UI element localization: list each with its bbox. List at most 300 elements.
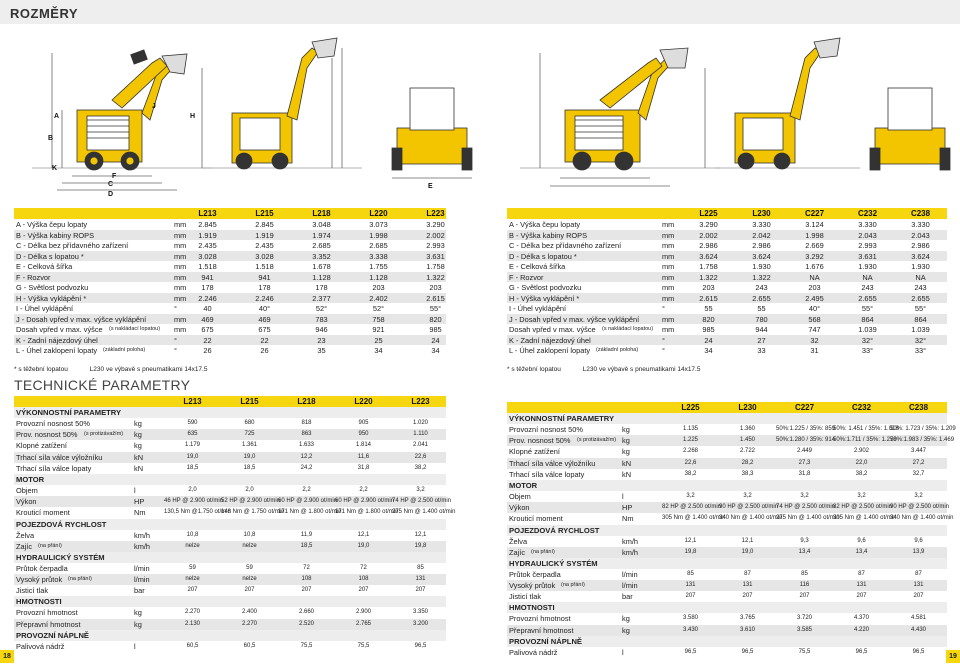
table-row — [14, 272, 446, 283]
cell-value: 9,6 — [914, 537, 923, 544]
row-label: K - Zadní nájezdový úhel — [509, 335, 591, 345]
cell-value: 1.225 — [682, 437, 698, 444]
row-unit: ° — [174, 335, 177, 345]
row-label: Zajíc — [509, 547, 526, 557]
cell-value: 4.220 — [853, 626, 869, 633]
row-label: Provozní nosnost 50% — [509, 425, 583, 434]
cell-value: 75,5 — [357, 642, 370, 649]
cell-value: 985 — [702, 325, 715, 334]
section-heading: VÝKONNOSTNÍ PARAMETRY — [14, 407, 446, 418]
cell-value: 9,6 — [857, 537, 866, 544]
cell-value: 19,0 — [186, 453, 199, 460]
cell-value: 26 — [260, 346, 269, 355]
table-row — [507, 536, 947, 547]
row-label: Krouticí moment — [509, 514, 563, 524]
cell-value: 38,2 — [684, 470, 697, 477]
section-heading: MOTOR — [507, 480, 947, 491]
cell-value: 2.268 — [682, 448, 698, 455]
row-label: Objem — [16, 485, 38, 495]
row-label: Palivová nádrž — [16, 641, 65, 651]
table-row — [507, 446, 947, 457]
row-label-note: (s nakládací lopatou) — [109, 326, 161, 332]
cell-value: 1.930 — [911, 262, 930, 271]
cell-value: 3,2 — [686, 492, 695, 499]
row-unit: kN — [134, 463, 144, 473]
cell-value: 50%: 1.723 / 35%: 1.209 — [890, 426, 956, 432]
cell-value: 40 — [203, 304, 212, 313]
loader-side-view-right — [520, 48, 720, 186]
cell-value: 3.765 — [739, 615, 755, 622]
section-heading: HYDRAULICKÝ SYSTÉM — [507, 558, 947, 569]
row-label: Provozní hmotnost — [509, 614, 571, 624]
cell-value: 55 — [757, 304, 766, 313]
table-row — [14, 219, 446, 230]
cell-value: 2.655 — [752, 293, 771, 303]
cell-value: 3.290 — [426, 220, 445, 229]
row-label: Vysoký průtok — [509, 581, 556, 591]
cell-value: 116 — [799, 582, 810, 589]
cell-value: 207 — [358, 587, 369, 594]
model-header: C232 — [851, 403, 872, 412]
cell-value: 40° — [258, 304, 271, 313]
model-header: L223 — [411, 397, 430, 406]
cell-value: 3.720 — [796, 615, 812, 622]
row-unit: km/h — [622, 536, 639, 546]
cell-value: 19,0 — [243, 453, 256, 460]
table-row — [14, 240, 446, 251]
note-tyres: L230 ve výbavě s pneumatikami 14x17.5 — [582, 366, 701, 373]
cell-value: 131 — [685, 582, 696, 589]
row-label: Klopné zatížení — [16, 441, 67, 451]
cell-value: 1.930 — [858, 262, 877, 271]
row-label: A - Výška čepu lopaty — [16, 220, 88, 229]
table-row — [507, 491, 947, 502]
cell-value: 207 — [742, 593, 753, 600]
cell-value: 23 — [317, 335, 326, 345]
cell-value: 55° — [429, 304, 442, 313]
cell-value: 2.270 — [241, 620, 257, 627]
row-label-note: (s protizávažím) — [84, 431, 124, 438]
cell-value: 941 — [201, 272, 214, 282]
model-header: L218 — [312, 209, 331, 218]
row-unit: mm — [662, 262, 675, 271]
row-unit: mm — [174, 325, 187, 334]
row-unit: l/min — [134, 575, 150, 585]
row-unit: mm — [174, 283, 187, 292]
table-row — [507, 625, 947, 636]
table-row — [14, 345, 446, 356]
row-unit: kN — [622, 469, 632, 479]
cell-value: 1.039 — [858, 325, 877, 334]
cell-value: 2.435 — [198, 241, 217, 250]
row-label: C - Délka bez přídavného zařízení — [16, 241, 129, 250]
cell-value: 2.765 — [355, 620, 371, 627]
row-unit: mm — [662, 220, 675, 229]
cell-value: 1.135 — [682, 426, 698, 432]
cell-value: 108 — [358, 576, 369, 583]
row-unit: bar — [134, 586, 145, 596]
cell-value: 3,2 — [800, 492, 809, 499]
row-label: Dosah vpřed v max. výšce — [509, 325, 596, 334]
section-heading: HYDRAULICKÝ SYSTÉM — [14, 552, 446, 563]
cell-value: 2.435 — [255, 241, 274, 250]
cell-value: 18,5 — [300, 542, 313, 549]
row-unit: l — [622, 647, 624, 657]
figure-label-d: D — [108, 191, 114, 198]
cell-value: 725 — [244, 431, 255, 438]
cell-value: 203 — [702, 283, 715, 292]
row-label: Přepravní hmotnost — [16, 619, 81, 629]
cell-value: 203 — [372, 283, 385, 292]
row-unit: mm — [662, 314, 675, 324]
cell-value: 3.624 — [699, 251, 718, 261]
cell-value: 3.430 — [682, 626, 698, 633]
cell-value: 2.685 — [369, 241, 388, 250]
model-header: L215 — [255, 209, 274, 218]
table-row — [507, 469, 947, 480]
row-unit: kg — [622, 614, 630, 624]
cell-value: 13,4 — [855, 548, 868, 555]
cell-value: 3,2 — [416, 486, 425, 493]
cell-value: nelze — [185, 542, 200, 549]
cell-value: 19,0 — [357, 542, 370, 549]
cell-value: 3.028 — [198, 251, 217, 261]
cell-value: 2.685 — [312, 241, 331, 250]
cell-value: 635 — [187, 431, 198, 438]
row-unit: kg — [622, 625, 630, 635]
row-label: C - Délka bez přídavného zařízení — [509, 241, 622, 250]
cell-value: 3.624 — [911, 251, 930, 261]
row-label: Trhací síla válce lopaty — [509, 469, 585, 479]
row-unit: bar — [622, 592, 633, 602]
section-heading: POJEZDOVÁ RYCHLOST — [507, 525, 947, 536]
cell-value: 2.660 — [298, 609, 314, 616]
cell-value: 60 HP @ 2.900 ot/min — [335, 498, 395, 505]
cell-value: 207 — [685, 593, 696, 600]
table-row — [14, 440, 446, 451]
cell-value: 243 — [755, 283, 768, 292]
cell-value: 3.447 — [910, 448, 926, 455]
cell-value: 2.900 — [355, 609, 371, 616]
table-row — [507, 569, 947, 580]
table-row — [507, 424, 956, 435]
row-label: Želva — [16, 530, 35, 540]
row-label: Prov. nosnost 50% — [509, 436, 571, 446]
cell-value: 207 — [301, 587, 312, 594]
table-row — [507, 513, 954, 524]
row-label: Provozní nosnost 50% — [16, 419, 90, 428]
table-row — [507, 580, 947, 591]
model-header: C227 — [804, 209, 825, 218]
row-unit: mm — [174, 251, 187, 261]
figure-label-k: K — [52, 165, 58, 172]
cell-value: 1.450 — [739, 437, 755, 444]
cell-value: 59 — [246, 564, 253, 571]
cell-value: 32 — [810, 335, 819, 345]
cell-value: 96,5 — [684, 648, 697, 655]
table-row — [507, 314, 947, 325]
cell-value: 921 — [372, 325, 385, 334]
section-heading: PROVOZNÍ NÁPLNĚ — [507, 636, 947, 647]
cell-value: 1.179 — [184, 442, 200, 449]
cell-value: 178 — [201, 283, 214, 292]
model-header: L215 — [240, 397, 259, 406]
cell-value: 675 — [258, 325, 271, 334]
cell-value: 33 — [757, 346, 766, 355]
cell-value: 2.130 — [184, 620, 200, 627]
row-unit: ° — [662, 346, 665, 355]
row-label: A - Výška čepu lopaty — [509, 220, 581, 229]
table-row — [507, 345, 947, 356]
cell-value: 60,5 — [243, 642, 256, 649]
row-label: Vysoký průtok — [16, 575, 63, 585]
cell-value: 207 — [187, 587, 198, 594]
row-label: Jisticí tlak — [509, 592, 542, 602]
cell-value: 10,8 — [186, 531, 199, 538]
row-label: Želva — [509, 536, 528, 546]
cell-value: NA — [809, 272, 820, 282]
model-header: C227 — [794, 403, 815, 412]
cell-value: 2.655 — [911, 293, 930, 303]
tech-table-left — [14, 396, 456, 652]
cell-value: 82 HP @ 2.500 ot/min — [833, 504, 893, 511]
cell-value: 1.322 — [752, 272, 771, 282]
cell-value: 25 — [374, 335, 383, 345]
figure-label-h: H — [190, 113, 196, 120]
loader-front-view-right — [870, 88, 950, 170]
cell-value: 131 — [415, 576, 426, 583]
cell-value: 1.814 — [355, 442, 371, 449]
cell-value: 2.986 — [911, 241, 930, 250]
cell-value: 1.518 — [198, 262, 217, 271]
dimensions-table-right — [507, 208, 947, 356]
cell-value: 13,9 — [912, 548, 925, 555]
cell-value: 3.580 — [682, 615, 698, 622]
cell-value: 19,8 — [684, 548, 697, 555]
cell-value: 1.128 — [312, 272, 331, 282]
row-unit: ° — [174, 346, 177, 355]
cell-value: 90 HP @ 2.500 ot/min — [719, 504, 779, 511]
cell-value: 178 — [315, 283, 328, 292]
row-label-note: (na přání) — [38, 542, 62, 549]
cell-value: 131 — [913, 582, 924, 589]
cell-value: 305 Nm @ 1.400 ot/min — [833, 515, 897, 522]
cell-value: 2,0 — [188, 486, 197, 493]
table-header-row — [507, 208, 947, 219]
cell-value: 96,5 — [912, 648, 925, 655]
cell-value: 12,2 — [300, 453, 313, 460]
cell-value: 60,5 — [186, 642, 199, 649]
table-row — [507, 458, 947, 469]
row-label: Dosah vpřed v max. výšce — [16, 325, 103, 334]
cell-value: 780 — [755, 314, 768, 324]
cell-value: 22,6 — [684, 459, 697, 466]
cell-value: 469 — [201, 314, 214, 324]
table-row — [507, 435, 955, 446]
cell-value: 19,0 — [741, 548, 754, 555]
cell-value: 1.322 — [699, 272, 718, 282]
row-unit: Nm — [622, 514, 634, 524]
table-row — [507, 230, 947, 241]
cell-value: 50%:1.983 / 35%: 1.469 — [890, 437, 955, 444]
cell-value: 19,8 — [414, 542, 427, 549]
cell-value: 4.581 — [910, 615, 926, 622]
cell-value: 33° — [914, 346, 927, 355]
cell-value: 9,3 — [800, 537, 809, 544]
row-unit: ° — [662, 304, 665, 313]
cell-value: 275 Nm @ 1.400 ot/min — [392, 509, 456, 516]
cell-value: 22,6 — [414, 453, 427, 460]
cell-value: 2.043 — [858, 230, 877, 240]
cell-value: 2.986 — [699, 241, 718, 250]
cell-value: 1.360 — [739, 426, 755, 432]
row-label: E - Celková šířka — [509, 262, 566, 271]
row-label: Průtok čerpadla — [509, 569, 561, 579]
row-label: I - Úhel vyklápění — [16, 304, 74, 313]
row-label: H - Výška vyklápění * — [509, 293, 580, 303]
cell-value: 26 — [203, 346, 212, 355]
cell-value: 87 — [744, 570, 751, 577]
cell-value: 1.998 — [369, 230, 388, 240]
section-heading: PROVOZNÍ NÁPLNĚ — [14, 630, 446, 641]
cell-value: 2.400 — [241, 609, 257, 616]
table-row — [14, 607, 446, 618]
cell-value: 905 — [358, 420, 369, 426]
cell-value: 1.919 — [198, 230, 217, 240]
cell-value: 87 — [915, 570, 922, 577]
cell-value: 1.758 — [426, 262, 445, 271]
cell-value: 96,5 — [855, 648, 868, 655]
row-unit: ° — [662, 335, 665, 345]
table-row — [14, 429, 446, 440]
section-heading: HMOTNOSTI — [14, 596, 446, 607]
cell-value: 3.330 — [911, 220, 930, 229]
row-label: Objem — [509, 491, 531, 501]
cell-value: 1.758 — [699, 262, 718, 271]
cell-value: 50%:1.280 / 35%: 914 — [776, 437, 836, 444]
row-label: Trhací síla válce lopaty — [16, 463, 92, 473]
cell-value: 32° — [861, 335, 874, 345]
cell-value: 52 HP @ 2.900 ot/min — [221, 498, 281, 505]
cell-value: nelze — [185, 576, 200, 583]
cell-value: 75,5 — [798, 648, 811, 655]
model-header: C238 — [910, 209, 931, 218]
cell-value: 305 Nm @ 1.400 ot/min — [662, 515, 726, 522]
cell-value: 2,2 — [302, 486, 311, 493]
cell-value: 2.845 — [198, 220, 217, 229]
figure-label-a: A — [54, 113, 60, 120]
table-row — [14, 282, 446, 293]
row-unit: ° — [174, 304, 177, 313]
cell-value: 1.930 — [752, 262, 771, 271]
model-header: L225 — [681, 403, 700, 412]
cell-value: 3.585 — [796, 626, 812, 633]
cell-value: 178 — [258, 283, 271, 292]
cell-value: 24 — [704, 335, 713, 345]
model-header: L225 — [699, 209, 718, 218]
cell-value: 32,7 — [912, 470, 925, 477]
row-unit: kg — [134, 608, 142, 618]
cell-value: 33° — [861, 346, 874, 355]
cell-value: 941 — [258, 272, 271, 282]
cell-value: 985 — [429, 325, 442, 334]
cell-value: 2.986 — [752, 241, 771, 250]
table-row — [14, 541, 446, 552]
row-label-note: (s nakládací lopatou) — [602, 326, 654, 332]
table-row — [507, 272, 947, 283]
row-label: F - Rozvor — [16, 272, 51, 282]
cell-value: 35 — [317, 346, 326, 355]
cell-value: 50%:1.711 / 35%: 1.278 — [833, 437, 897, 444]
model-header: L230 — [738, 403, 757, 412]
cell-value: 27,2 — [912, 459, 925, 466]
row-label: Jisticí tlak — [16, 586, 49, 596]
row-label: Palivová nádrž — [509, 647, 558, 657]
row-label: Provozní hmotnost — [16, 608, 78, 618]
row-label: F - Rozvor — [509, 272, 544, 282]
row-unit: km/h — [134, 530, 151, 540]
cell-value: 31,8 — [357, 464, 370, 471]
cell-value: 74 HP @ 2.500 ot/min — [392, 498, 452, 505]
cell-value: 2.615 — [426, 293, 445, 303]
row-label: K - Zadní nájezdový úhel — [16, 335, 98, 345]
cell-value: 3,2 — [914, 492, 923, 499]
row-unit: Nm — [134, 508, 146, 518]
cell-value: 31 — [810, 346, 819, 355]
page-title: ROZMĚRY — [10, 6, 79, 21]
cell-value: 243 — [861, 283, 874, 292]
cell-value: 1.039 — [911, 325, 930, 334]
row-unit: mm — [662, 283, 675, 292]
cell-value: 207 — [913, 593, 924, 600]
cell-value: 50%: 1.451 / 35%: 1.018 — [833, 426, 899, 432]
cell-value: 171 Nm @ 1.800 ot/min — [278, 509, 342, 516]
table-row — [14, 418, 446, 429]
figure-label-j: J — [152, 103, 156, 110]
row-label: G - Světlost podvozku — [16, 283, 89, 292]
cell-value: 38,3 — [741, 470, 754, 477]
row-label: Prov. nosnost 50% — [16, 430, 78, 440]
row-label: Výkon — [509, 503, 530, 513]
cell-value: 18,5 — [186, 464, 199, 471]
dimension-figures-right — [500, 28, 955, 200]
table-row — [14, 641, 446, 652]
cell-value: 3.048 — [312, 220, 331, 229]
cell-value: 34 — [704, 346, 713, 355]
table-row — [507, 324, 947, 335]
cell-value: 1.678 — [312, 262, 331, 271]
row-label-note: (základní poloha) — [596, 347, 639, 353]
cell-value: 2.402 — [369, 293, 388, 303]
cell-value: 90 HP @ 2.500 ot/min — [890, 504, 950, 511]
cell-value: 2,0 — [245, 486, 254, 493]
cell-value: 34 — [431, 346, 440, 355]
table-row — [507, 547, 947, 558]
cell-value: 783 — [315, 314, 328, 324]
cell-value: 171 Nm @ 1.800 ot/min — [335, 509, 399, 516]
row-unit: mm — [662, 241, 675, 250]
cell-value: 2.615 — [699, 293, 718, 303]
model-header: C232 — [857, 209, 878, 218]
row-unit: l — [134, 485, 136, 495]
table-header-row — [14, 396, 446, 407]
cell-value: 2.993 — [426, 241, 445, 250]
cell-value: 243 — [914, 283, 927, 292]
table-row — [507, 240, 947, 251]
cell-value: 864 — [914, 314, 927, 324]
cell-value: 12,1 — [357, 531, 370, 538]
cell-value: 87 — [858, 570, 865, 577]
